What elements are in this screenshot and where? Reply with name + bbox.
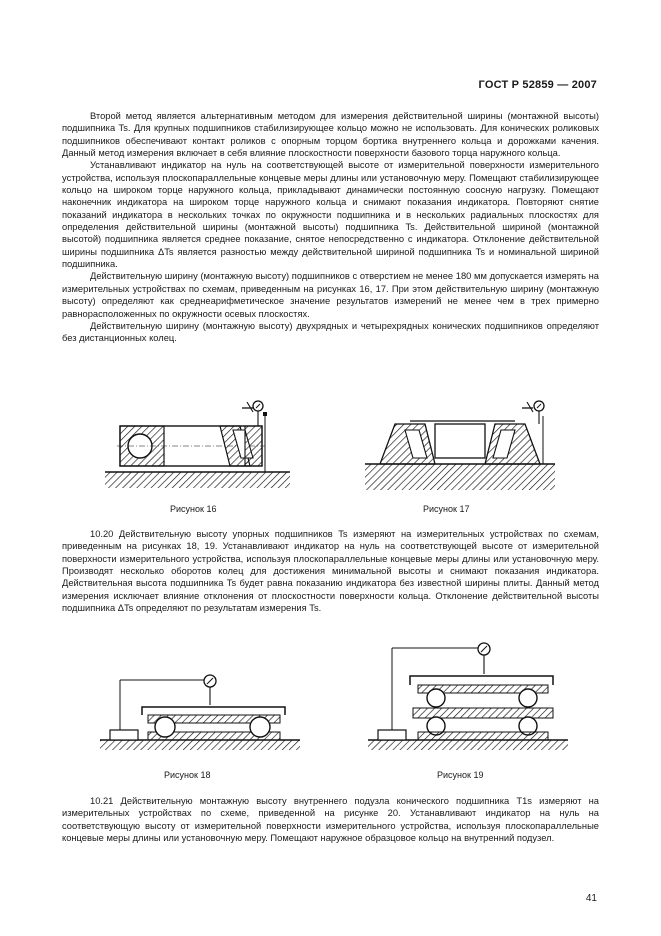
figure-16-drawing	[105, 392, 290, 494]
figure-18-caption: Рисунок 18	[164, 770, 211, 780]
paragraph: 10.21 Действительную монтажную высоту внутреннего подузла конического подшипника T1s измеряют на измерительных устройствах по схеме, приведенной на рисунке 20. Устанавливают индикатор на нуль на соответствующую высоту от измерительной поверхности измерительного устройства, используя плоскопараллельные концевые меры длины или установочную меру. Помещают наружное образцовое кольцо на внутренний подузел.	[62, 796, 599, 844]
paragraph: Устанавливают индикатор на нуль на соответствующей высоте от измерительной поверхности измерительного устройства, используя плоскопараллельные концевые меры длины или установочную меру. Помещают стабилизирующее кольцо на широком торце наружного кольца, прикладывают динамически постоянную соосную нагрузку. Помещают наконечник индикатора на широком торце наружного кольца и снимают показания индикатора. Повторяют снятие показаний индикатора в нескольких точках по окружности подшипника и в нескольких радиальных плоскостях для определения действительной ширины (монтажной высоты) подшипника Ts. Действительной шириной (монтажной высотой) подшипника является среднее показание, снятое непосредственно с индикатора. Отклонение действительной ширины подшипника ΔTs является разностью между действительной шириной подшипника Ts и номинальной шириной подшипника.	[62, 160, 599, 270]
text-section-10-20	[62, 528, 599, 614]
figure-16-caption: Рисунок 16	[170, 504, 217, 514]
standard-number: ГОСТ Р 52859 — 2007	[478, 79, 597, 91]
figure-18-drawing	[100, 670, 300, 755]
figure-17-drawing	[365, 392, 555, 494]
paragraph: Второй метод является альтернативным методом для измерения действительной ширины (монтажной высоты) подшипника Ts. Для крупных подшипников стабилизирующее кольцо можно не использовать. Для конических роликовых подшипников обеспечивают контакт роликов с опорным торцом бортика внутреннего кольца и дорожками качения. Данный метод измерения включает в себя влияние плоскостности поверхности базового торца наружного кольца.	[62, 111, 599, 159]
figure-17-caption: Рисунок 17	[423, 504, 470, 514]
paragraph: Действительную ширину (монтажную высоту) подшипников с отверстием не менее 180 мм допускается измерять на измерительных устройствах по схемам, приведенным на рисунках 16, 17. При этом действительную ширину (монтажную высоту) определяют как среднеарифметическое значение результатов измерений не менее чем в трех примерно равнорасположенных по окружности осевых плоскостях.	[62, 271, 599, 319]
figure-19-caption: Рисунок 19	[437, 770, 484, 780]
text-section-upper	[62, 110, 599, 345]
paragraph: 10.20 Действительную высоту упорных подшипников Ts измеряют на измерительных устройствах по схемам, приведенным на рисунках 18, 19. Устанавливают индикатор на нуль на соответствующей высоте от измерительной поверхности измерительного устройства, используя плоскопараллельные концевые меры длины или установочную меру. Производят несколько оборотов колец для достижения минимальной высоты и снимают показания индикатора. Действительная высота подшипника Ts будет равна показанию индикатора без известной ширины плиты. Данный метод измерения исключает влияние отклонения от плоскостности поверхности кольца. Отклонение действительной высоты подшипника ΔTs определяют по результатам измерения Ts.	[62, 529, 599, 614]
paragraph: Действительную ширину (монтажную высоту) двухрядных и четырехрядных конических подшипников определяют без дистанционных колец.	[62, 320, 599, 344]
figure-19-drawing	[368, 640, 568, 755]
page-number: 41	[585, 893, 597, 904]
text-section-10-21	[62, 795, 599, 844]
